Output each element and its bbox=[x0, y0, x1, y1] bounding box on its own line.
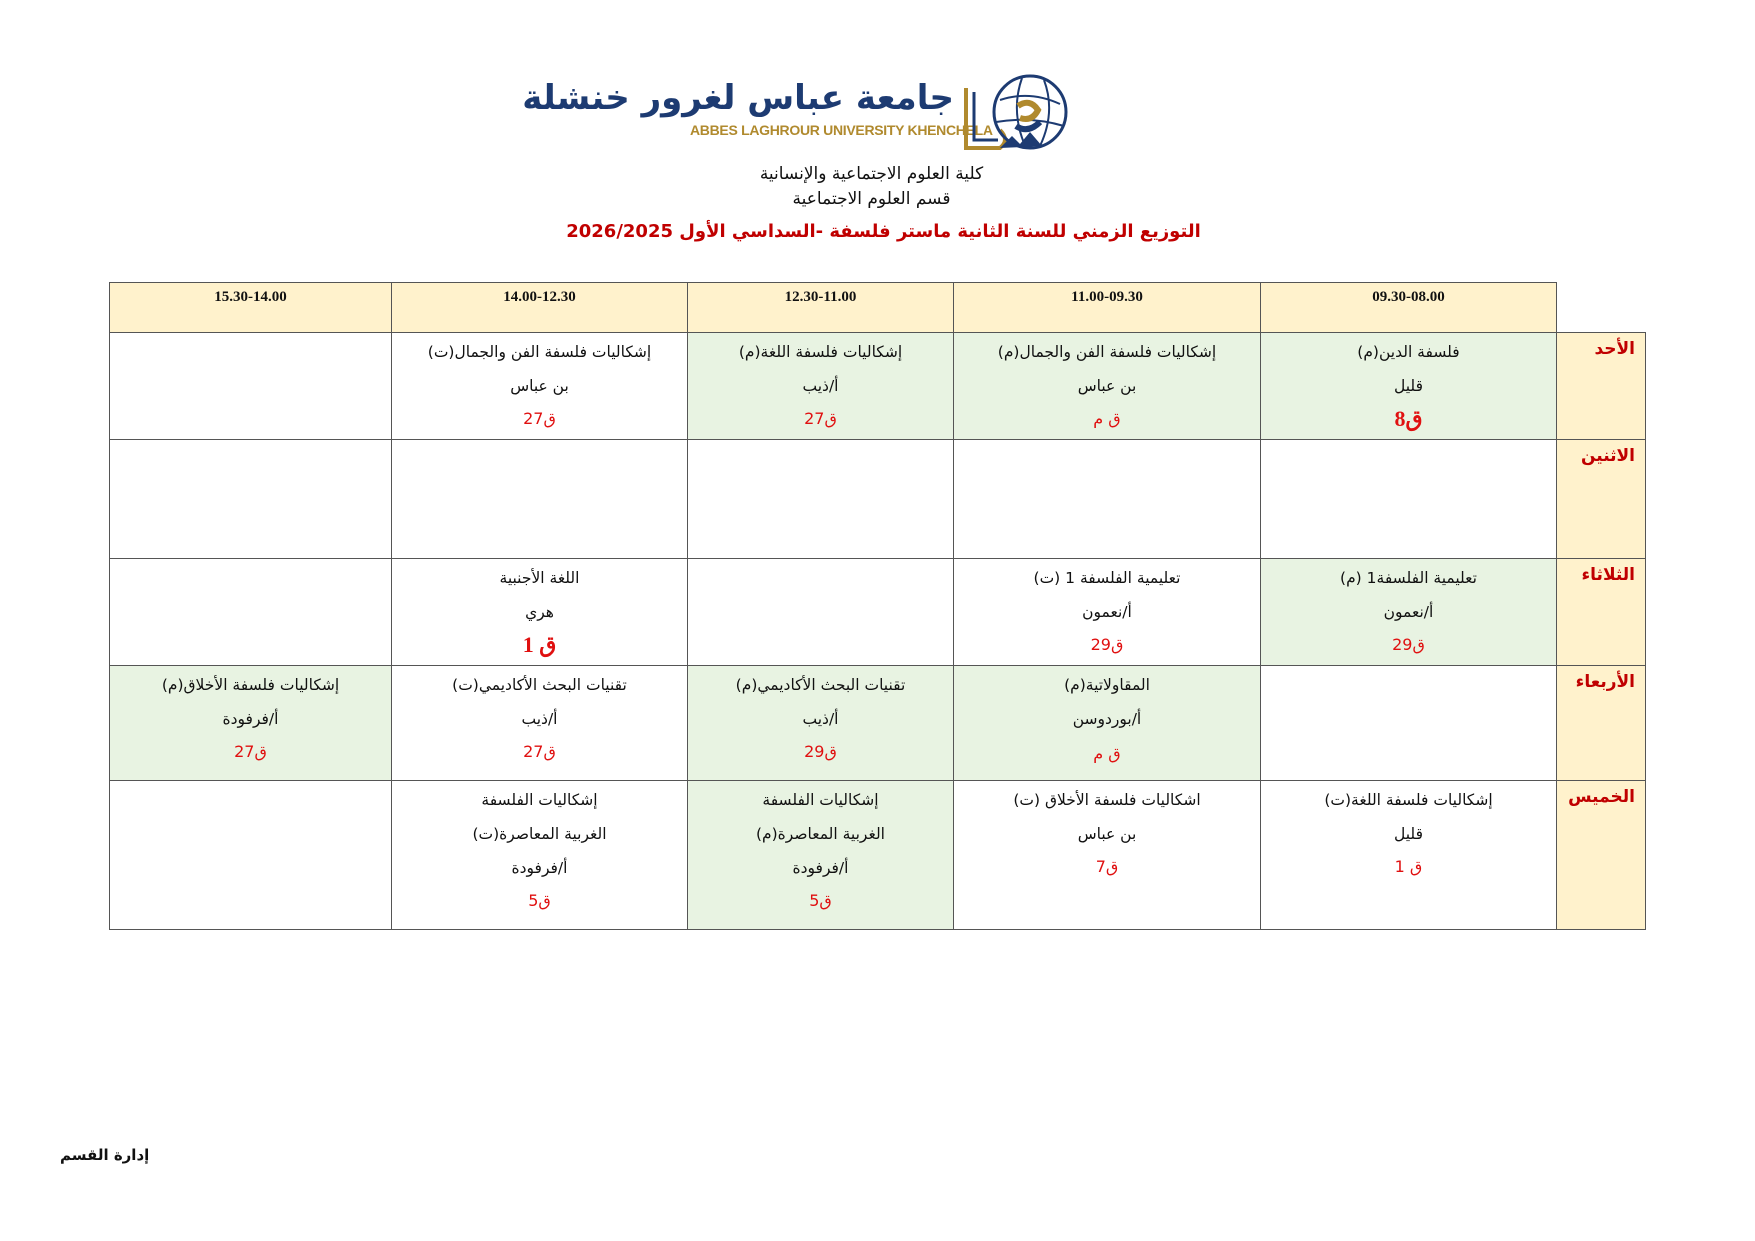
class-teacher: أ/فرفودة bbox=[792, 859, 849, 877]
day-label: الثلاثاء bbox=[1557, 559, 1646, 666]
day-label: الخميس bbox=[1557, 781, 1646, 930]
class-course: إشكاليات فلسفة اللغة(م) bbox=[738, 343, 903, 361]
class-teacher: أ/بوردوسن bbox=[1072, 710, 1142, 728]
empty-slot bbox=[954, 440, 1261, 559]
class-room: ق27 bbox=[523, 742, 556, 761]
day-label: الأحد bbox=[1557, 333, 1646, 440]
empty-slot bbox=[110, 440, 392, 559]
class-teacher: بن عباس bbox=[1077, 377, 1137, 395]
empty-slot bbox=[688, 440, 954, 559]
class-room: ق7 bbox=[1095, 857, 1119, 876]
class-teacher: هري bbox=[525, 603, 554, 621]
class-room: ق 1 bbox=[522, 632, 557, 657]
schedule-row bbox=[110, 781, 1646, 930]
class-room: ق27 bbox=[804, 409, 837, 428]
class-slot bbox=[688, 781, 954, 930]
class-teacher: أ/ذيب bbox=[802, 377, 839, 395]
class-room: ق29 bbox=[804, 742, 837, 761]
empty-slot bbox=[110, 781, 392, 930]
time-slot-header: 14.00-12.30 bbox=[392, 283, 688, 333]
class-slot bbox=[110, 666, 392, 781]
class-teacher: بن عباس bbox=[510, 377, 569, 395]
university-logo bbox=[522, 70, 1070, 160]
class-room: ق29 bbox=[1392, 635, 1425, 654]
class-room: ق8 bbox=[1394, 406, 1423, 431]
logo-arabic-name: جامعة عباس لغرور خنشلة bbox=[522, 78, 954, 118]
class-course: إشكاليات فلسفة الأخلاق(م) bbox=[161, 676, 340, 694]
class-slot bbox=[954, 559, 1261, 666]
class-teacher: أ/فرفودة bbox=[222, 710, 279, 728]
class-course: إشكاليات فلسفة الفن والجمال(م) bbox=[997, 343, 1217, 361]
schedule-title: التوزيع الزمني للسنة الثانية ماستر فلسفة -السداسي الأول 2026/2025 bbox=[566, 221, 1201, 242]
class-course: إشكاليات الفلسفة bbox=[481, 791, 598, 809]
class-teacher: بن عباس bbox=[1077, 825, 1137, 843]
class-room: ق27 bbox=[234, 742, 267, 761]
class-course: إشكاليات فلسفة الفن والجمال(ت) bbox=[427, 343, 652, 361]
class-slot bbox=[1261, 781, 1557, 930]
faculty-name: كلية العلوم الاجتماعية والإنسانية bbox=[759, 164, 984, 184]
class-slot bbox=[688, 333, 954, 440]
empty-slot bbox=[110, 559, 392, 666]
class-slot bbox=[392, 333, 688, 440]
empty-slot bbox=[1261, 440, 1557, 559]
day-label: الاثنين bbox=[1557, 440, 1646, 559]
class-slot bbox=[392, 781, 688, 930]
class-room: ق م bbox=[1093, 409, 1121, 428]
class-slot bbox=[392, 666, 688, 781]
day-label: الأربعاء bbox=[1557, 666, 1646, 781]
class-teacher: أ/ذيب bbox=[802, 710, 839, 728]
class-slot bbox=[954, 333, 1261, 440]
empty-slot bbox=[1261, 666, 1557, 781]
time-header-row bbox=[110, 283, 1646, 333]
class-room: ق29 bbox=[1090, 635, 1124, 654]
schedule-row bbox=[110, 559, 1646, 666]
schedule-row bbox=[110, 666, 1646, 781]
class-teacher: أ/نعمون bbox=[1082, 603, 1132, 621]
schedule-row bbox=[110, 440, 1646, 559]
class-slot bbox=[954, 666, 1261, 781]
class-course: اشكاليات فلسفة الأخلاق (ت) bbox=[1013, 791, 1201, 809]
time-slot-header: 09.30-08.00 bbox=[1261, 283, 1557, 333]
class-room: ق 1 bbox=[1394, 857, 1423, 876]
logo-english-name: ABBES LAGHROUR UNIVERSITY KHENCHELA bbox=[690, 122, 993, 138]
department-signature: إدارة القسم bbox=[60, 1146, 150, 1164]
time-slot-header: 11.00-09.30 bbox=[954, 283, 1261, 333]
class-room: ق5 bbox=[809, 891, 832, 910]
class-course: اللغة الأجنبية bbox=[499, 569, 580, 587]
university-emblem-icon bbox=[960, 70, 1070, 160]
class-teacher: أ/ذيب bbox=[521, 710, 558, 728]
class-course: إشكاليات فلسفة اللغة(ت) bbox=[1324, 791, 1493, 809]
class-course: الغربية المعاصرة(م) bbox=[755, 825, 885, 843]
class-course: تقنيات البحث الأكاديمي(ت) bbox=[452, 676, 627, 694]
class-teacher: أ/نعمون bbox=[1383, 603, 1434, 621]
class-course: المقاولاتية(م) bbox=[1064, 676, 1150, 694]
class-slot bbox=[392, 559, 688, 666]
class-slot bbox=[1261, 559, 1557, 666]
empty-slot bbox=[392, 440, 688, 559]
time-slot-header: 15.30-14.00 bbox=[110, 283, 392, 333]
class-course: الغربية المعاصرة(ت) bbox=[472, 825, 607, 843]
department-name: قسم العلوم الاجتماعية bbox=[792, 189, 951, 209]
class-teacher: قليل bbox=[1394, 825, 1423, 843]
class-room: ق27 bbox=[523, 409, 556, 428]
empty-slot bbox=[688, 559, 954, 666]
class-room: ق5 bbox=[528, 891, 551, 910]
class-course: تقنيات البحث الأكاديمي(م) bbox=[735, 676, 906, 694]
class-course: إشكاليات الفلسفة bbox=[762, 791, 879, 809]
class-course: فلسفة الدين(م) bbox=[1357, 343, 1460, 361]
schedule-table bbox=[109, 282, 1646, 930]
class-slot bbox=[1261, 333, 1557, 440]
class-teacher: قليل bbox=[1394, 377, 1423, 395]
class-course: تعليمية الفلسفة 1 (ت) bbox=[1033, 569, 1181, 587]
class-teacher: أ/فرفودة bbox=[511, 859, 568, 877]
class-slot bbox=[688, 666, 954, 781]
schedule-row bbox=[110, 333, 1646, 440]
empty-slot bbox=[110, 333, 392, 440]
time-slot-header: 12.30-11.00 bbox=[688, 283, 954, 333]
class-room: ق م bbox=[1093, 744, 1121, 763]
corner-blank bbox=[1557, 283, 1646, 333]
class-slot bbox=[954, 781, 1261, 930]
class-course: تعليمية الفلسفة1 (م) bbox=[1340, 569, 1477, 587]
